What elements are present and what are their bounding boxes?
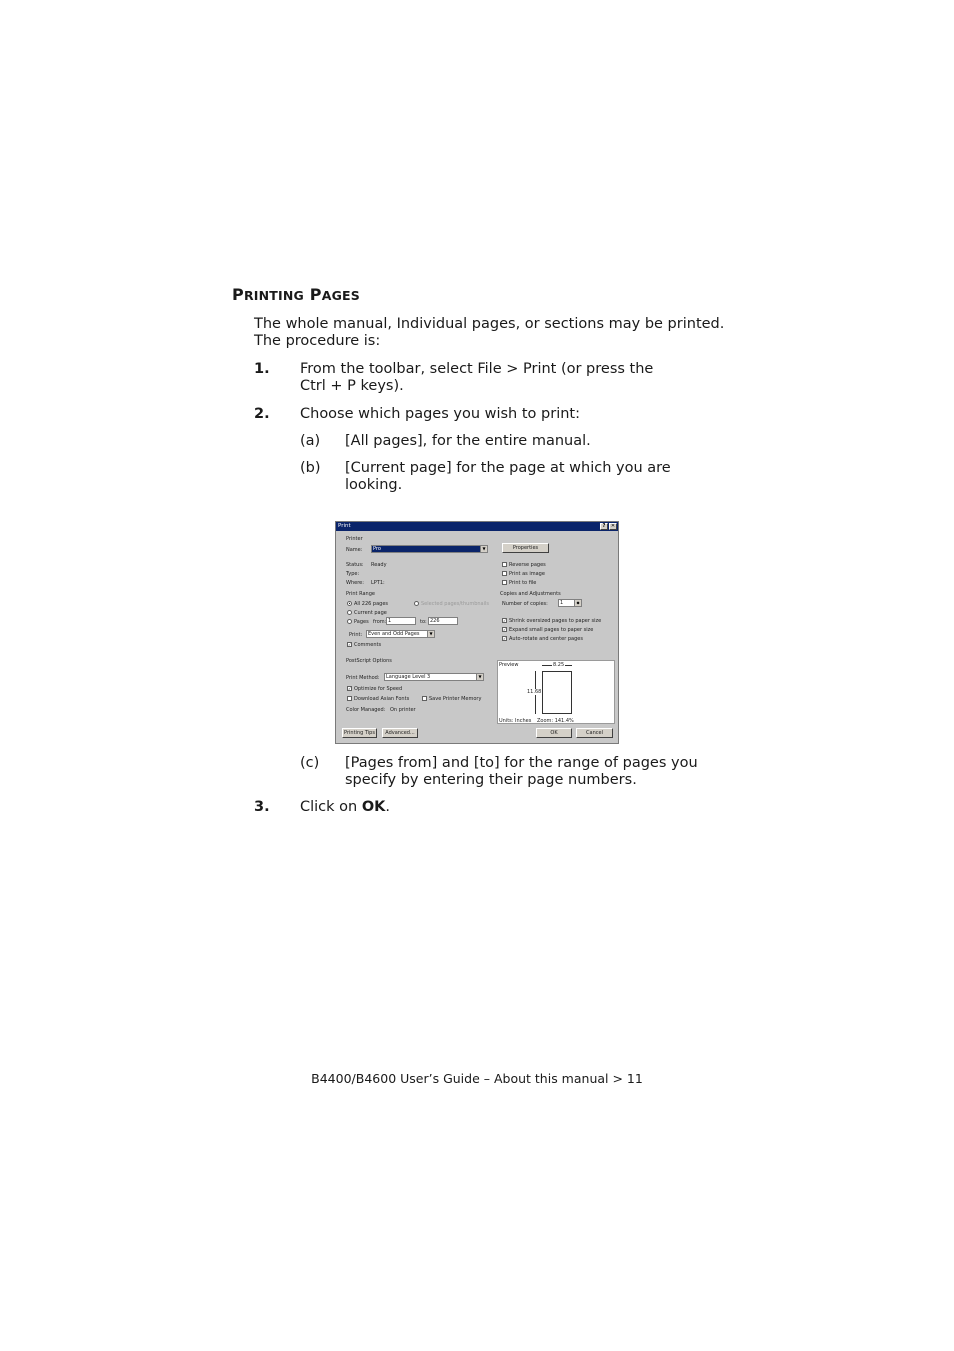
step-number: 3. [254,799,270,815]
reverse-pages-label: Reverse pages [509,562,546,568]
sub-item-line: looking. [345,477,403,493]
num-copies-label: Number of copies: [502,601,548,607]
num-copies-input[interactable] [558,599,582,607]
zoom-label: Zoom: 141.4% [537,718,574,724]
ok-emphasis: OK [361,799,386,815]
from-label: from: [373,619,387,625]
print-subset-select[interactable] [366,630,435,638]
print-to-file-checkbox[interactable] [502,580,507,585]
copies-group-label: Copies and Adjustments [500,591,561,597]
section-heading [232,285,360,304]
comments-label: Comments [354,642,382,648]
where-label: Where: [346,580,364,586]
sub-item-label: (c) [300,755,320,771]
step-line: Ctrl + P keys). [300,378,404,394]
intro-paragraph [254,316,734,350]
preview-width: 8.25 [553,662,565,668]
help-button[interactable]: ? [600,523,608,530]
print-as-image-checkbox[interactable] [502,571,507,576]
optimize-checkbox[interactable]: ✓ [348,686,352,691]
pages-label: Pages [354,619,369,625]
comments-checkbox[interactable]: ✓ [348,642,352,647]
all-pages-radio[interactable]: • [348,601,351,606]
heading-rest: RINTING [243,288,304,303]
sub-item-line: [Current page] for the page at which you are [345,460,671,476]
step-number: 2. [254,406,270,422]
type-label: Type: [346,571,360,577]
auto-rotate-checkbox[interactable]: ✓ [503,636,507,641]
preview-height: 11.68 [527,689,542,695]
chevron-down-icon: ▼ [476,674,483,680]
ok-button[interactable]: OK [536,728,572,738]
chevron-down-icon: ▼ [480,546,487,552]
print-dialog-screenshot [335,521,619,744]
print-to-file-label: Print to file [509,580,537,586]
reverse-pages-checkbox[interactable] [502,562,507,567]
auto-rotate-label: Auto-rotate and center pages [509,636,583,642]
print-method-value: Language Level 3 [386,674,431,680]
download-fonts-checkbox[interactable] [347,696,352,701]
save-memory-checkbox[interactable] [422,696,427,701]
printer-name-value: Pro [373,546,381,552]
name-label: Name: [346,547,363,553]
advanced-button[interactable]: Advanced... [382,728,418,738]
expand-checkbox[interactable]: ✓ [503,627,507,632]
shrink-checkbox[interactable]: ✓ [503,618,507,623]
status-value: Ready [371,562,387,568]
shrink-label: Shrink oversized pages to paper size [509,618,602,624]
intro-line: The procedure is: [254,333,381,349]
save-memory-label: Save Printer Memory [429,696,482,702]
selected-thumbnails-radio[interactable] [414,601,419,606]
download-fonts-label: Download Asian Fonts [354,696,410,702]
page-footer: B4400/B4600 User’s Guide – About this manual > 11 [311,1071,643,1086]
color-managed-label: Color Managed: [346,707,386,713]
print-subset-value: Even and Odd Pages [368,631,420,637]
heading-cap: P [309,285,322,304]
all-pages-label: All 226 pages [354,601,389,607]
optimize-label: Optimize for Speed [354,686,403,692]
page-preview [542,671,572,714]
step-line: From the toolbar, select File > Print (or press the [300,361,654,377]
print-label: Print: [349,632,363,638]
dialog-titlebar [336,522,618,531]
sub-item-text [345,755,715,789]
heading-rest: AGES [321,288,360,303]
step-text [300,361,720,395]
status-label: Status: [346,562,364,568]
num-copies-value: 1 [560,600,564,606]
expand-label: Expand small pages to paper size [509,627,594,633]
sub-item-text [345,460,715,494]
print-method-select[interactable] [384,673,484,681]
print-method-label: Print Method: [346,675,380,681]
to-label: to: [420,619,427,625]
preview-panel [497,660,615,724]
print-range-label: Print Range [346,591,375,597]
pages-radio[interactable] [347,619,352,624]
units-label: Units: Inches [499,718,532,724]
where-value: LPT1: [371,580,385,586]
properties-button[interactable]: Properties [502,543,549,553]
sub-item-line: [Pages from] and [to] for the range of pages you [345,755,698,771]
step-text-part: Click on [300,799,362,815]
color-managed-value: On printer [390,707,416,713]
current-page-label: Current page [354,610,387,616]
printer-group-label: Printer [346,536,363,542]
to-input[interactable]: 226 [428,617,458,625]
sub-item-text: [All pages], for the entire manual. [345,433,591,449]
printer-name-select[interactable] [371,545,488,553]
chevron-down-icon: ▼ [427,631,434,637]
print-as-image-label: Print as image [509,571,545,577]
dialog-title: Print [338,523,351,529]
step-text: Choose which pages you wish to print: [300,406,580,422]
heading-cap: P [232,285,244,304]
printing-tips-button[interactable]: Printing Tips [342,728,377,738]
step-number: 1. [254,361,270,377]
ps-options-label: PostScript Options [346,658,392,664]
close-button[interactable]: ✕ [610,523,616,529]
cancel-button[interactable]: Cancel [576,728,613,738]
spinner-icon[interactable]: ◆ [574,600,581,606]
preview-label: Preview [499,662,519,668]
step-text-part: . [385,799,391,815]
intro-line: The whole manual, Individual pages, or sections may be printed. [254,316,725,332]
from-input[interactable]: 1 [386,617,416,625]
selected-thumbnails-label: Selected pages/thumbnails [421,601,490,607]
sub-item-label: (b) [300,460,321,476]
sub-item-label: (a) [300,433,321,449]
step-text [300,799,720,816]
sub-item-line: specify by entering their page numbers. [345,772,637,788]
current-page-radio[interactable] [347,610,352,615]
